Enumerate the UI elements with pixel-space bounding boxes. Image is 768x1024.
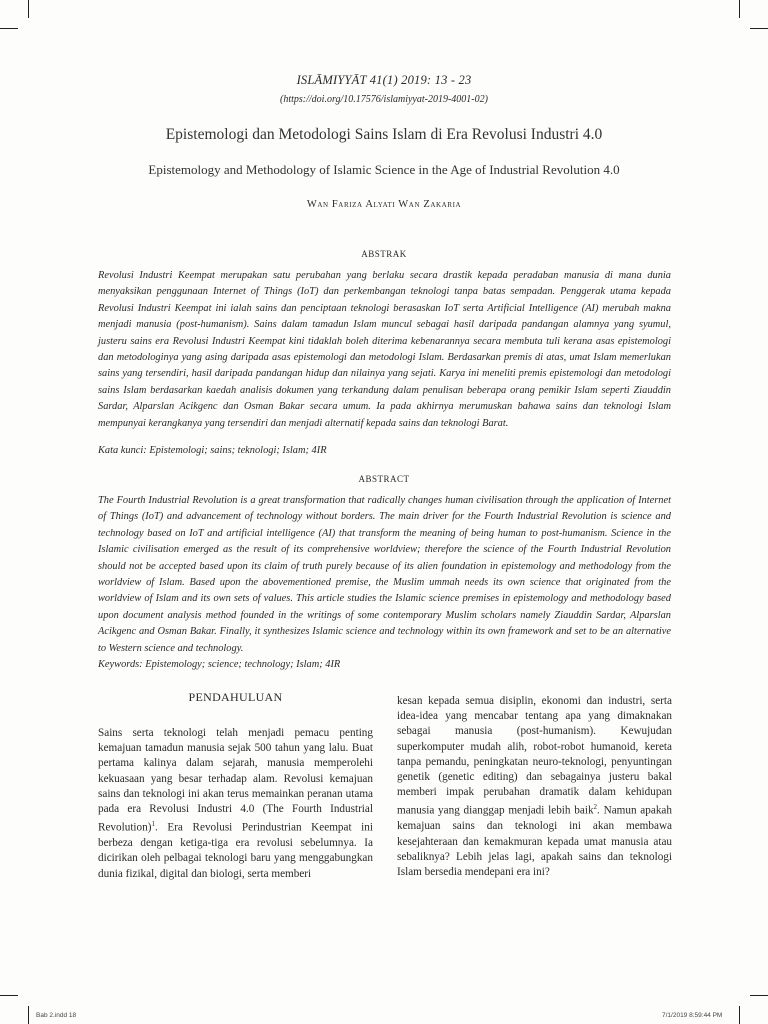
article-title-english: Epistemology and Methodology of Islamic Science in the Age of Industrial Revolution 4.0 bbox=[148, 162, 620, 177]
crop-mark-bottom-right bbox=[739, 1006, 740, 1024]
crop-mark-top-left bbox=[28, 0, 29, 18]
footnote-ref-1[interactable]: 1 bbox=[151, 820, 155, 829]
crop-mark-top-right bbox=[739, 0, 740, 18]
intro-right-column bbox=[397, 694, 672, 880]
crop-mark-bottom-left-h bbox=[0, 995, 18, 996]
section-heading-pendahuluan: PENDAHULUAN bbox=[188, 690, 283, 704]
article-title-malay: Epistemologi dan Metodologi Sains Islam di Era Revolusi Industri 4.0 bbox=[165, 126, 603, 143]
abstrak-heading: ABSTRAK bbox=[361, 249, 407, 259]
doi-link[interactable]: (https://doi.org/10.17576/islamiyyat-2019-4001-02) bbox=[280, 94, 488, 105]
intro-right-text-2: . Namun apakah kemajuan sains dan teknologi ini akan membawa kesejahteraan dan kemakmuran kepada umat manusia atau sebaliknya? Lebih jelas lagi, apakah sains dan teknologi Islam bersedia mendepani era ini? bbox=[397, 805, 672, 878]
footer-file-label: Bab 2.indd 18 bbox=[36, 1012, 77, 1019]
abstrak-text: Revolusi Industri Keempat merupakan satu perubahan yang berlaku secara drastik kepada peradaban manusia di mana dunia menyaksikan penggunaan Internet of Things (IoT) dan perkembangan teknologi tanpa batas sempadan. Penggerak utama kepada Revolusi Industri Keempat ini ialah sains dan penciptaan teknologi berasaskan IoT serta Artificial Intelligence (AI) merubah makna menjadi manusia (post-humanism). Sains dalam tamadun Islam muncul sebagai hasil daripada pandangan alamnya yang syumul, justeru sains era Revolusi Industri Keempat kini tidaklah boleh diterima kebenarannya secara membuta tuli kerana asas epistemologi dan metodologinya yang asing daripada asas epistemologi dan metodologi Islam. Berdasarkan premis di atas, umat Islam memerlukan sains yang tersendiri, hasil daripada pandangan hidup dan nilainya yang sejati. Karya ini meneliti premis epistemologi dan metodologi sains Islam berdasarkan kaedah analisis dokumen yang terkandung dalam penulisan beberapa orang pemikir Islam seperti Ziauddin Sardar, Alparslan Acikgenc dan Osman Bakar secara umum. Ia pada akhirnya merumuskan bahawa sains dan teknologi Islam mempunyai kerangkanya yang tersendiri dan menjadi alternatif kepada sains dan teknologi Barat. bbox=[98, 270, 671, 429]
intro-left-text-1: Sains serta teknologi telah menjadi pemacu penting kemajuan tamadun manusia sejak 500 tahun yang lalu. Buat pertama kalinya dalam sejarah, manusia memperolehi kekuasaan yang besar terhadap alam. Revolusi kemajuan sains dan teknologi ini akan terus memainkan peranan utama pada era Revolusi Industri 4.0 (The Fourth Industrial Revolution) bbox=[98, 727, 373, 834]
intro-left-column bbox=[98, 726, 373, 882]
crop-mark-top-right-h bbox=[750, 28, 768, 29]
abstract-text: The Fourth Industrial Revolution is a great transformation that radically changes human civilisation through the application of Internet of Things (IoT) and advancement of technology without borders. The main driver for the Fourth Industrial Revolution is science and technology based on IoT and artificial intelligence (AI) that transform the meaning of being human to post-humanism. Science in the Islamic civilisation emerged as the result of its comprehensive worldview; therefore the science of the Fourth Industrial Revolution should not be accepted based upon its claim of truth purely because of its alien foundation in epistemology and methodology from the worldview of Islam. Based upon the abovementioned premise, the Muslim ummah needs its own science that originated from the worldview of Islam and its own sets of values. This article studies the Islamic science premises in epistemology and methodology based upon document analysis method founded in the writings of some contemporary Muslim scholars namely Ziauddin Sardar, Alparslan Acikgenc and Osman Bakar. Finally, it synthesizes Islamic science and technology within its own framework and set to be an alternative to Western science and technology. bbox=[98, 495, 671, 654]
intro-right-text-1: kesan kepada semua disiplin, ekonomi dan industri, serta idea-idea yang mencabar tentang apa yang dimaknakan sebagai manusia (post-humanism). Kewujudan superkomputer mudah alih, robot-robot humanoid, kereta tanpa pemandu, peningkatan neuro-teknologi, penyuntingan genetik (genetic editing) dan sebagainya justeru bakal memberi impak perubahan dramatik dalam kehidupan manusia yang dianggap menjadi lebih baik bbox=[397, 695, 672, 818]
intro-left-text-2: . Era Revolusi Perindustrian Keempat ini berbeza dengan ketiga-tiga era revolusi sebelumnya. Ia dicirikan oleh pelbagai teknologi baru yang menggabungkan dunia fizikal, digital dan biologi, serta memberi bbox=[98, 821, 373, 880]
footnote-ref-2[interactable]: 2 bbox=[593, 803, 598, 812]
abstract-keywords: Keywords: Epistemology; science; technology; Islam; 4IR bbox=[98, 659, 341, 670]
crop-mark-bottom-left bbox=[28, 1006, 29, 1024]
footer-timestamp: 7/1/2019 8:59:44 PM bbox=[662, 1012, 723, 1019]
journal-citation: ISLĀMIYYĀT 41(1) 2019: 13 - 23 bbox=[296, 73, 472, 87]
abstract-heading: ABSTRACT bbox=[358, 474, 410, 484]
crop-mark-top-left-h bbox=[0, 28, 18, 29]
author-name: Wan Fariza Alyati Wan Zakaria bbox=[306, 199, 462, 210]
abstrak-keywords: Kata kunci: Epistemologi; sains; teknologi; Islam; 4IR bbox=[98, 445, 327, 456]
crop-mark-bottom-right-h bbox=[750, 995, 768, 996]
